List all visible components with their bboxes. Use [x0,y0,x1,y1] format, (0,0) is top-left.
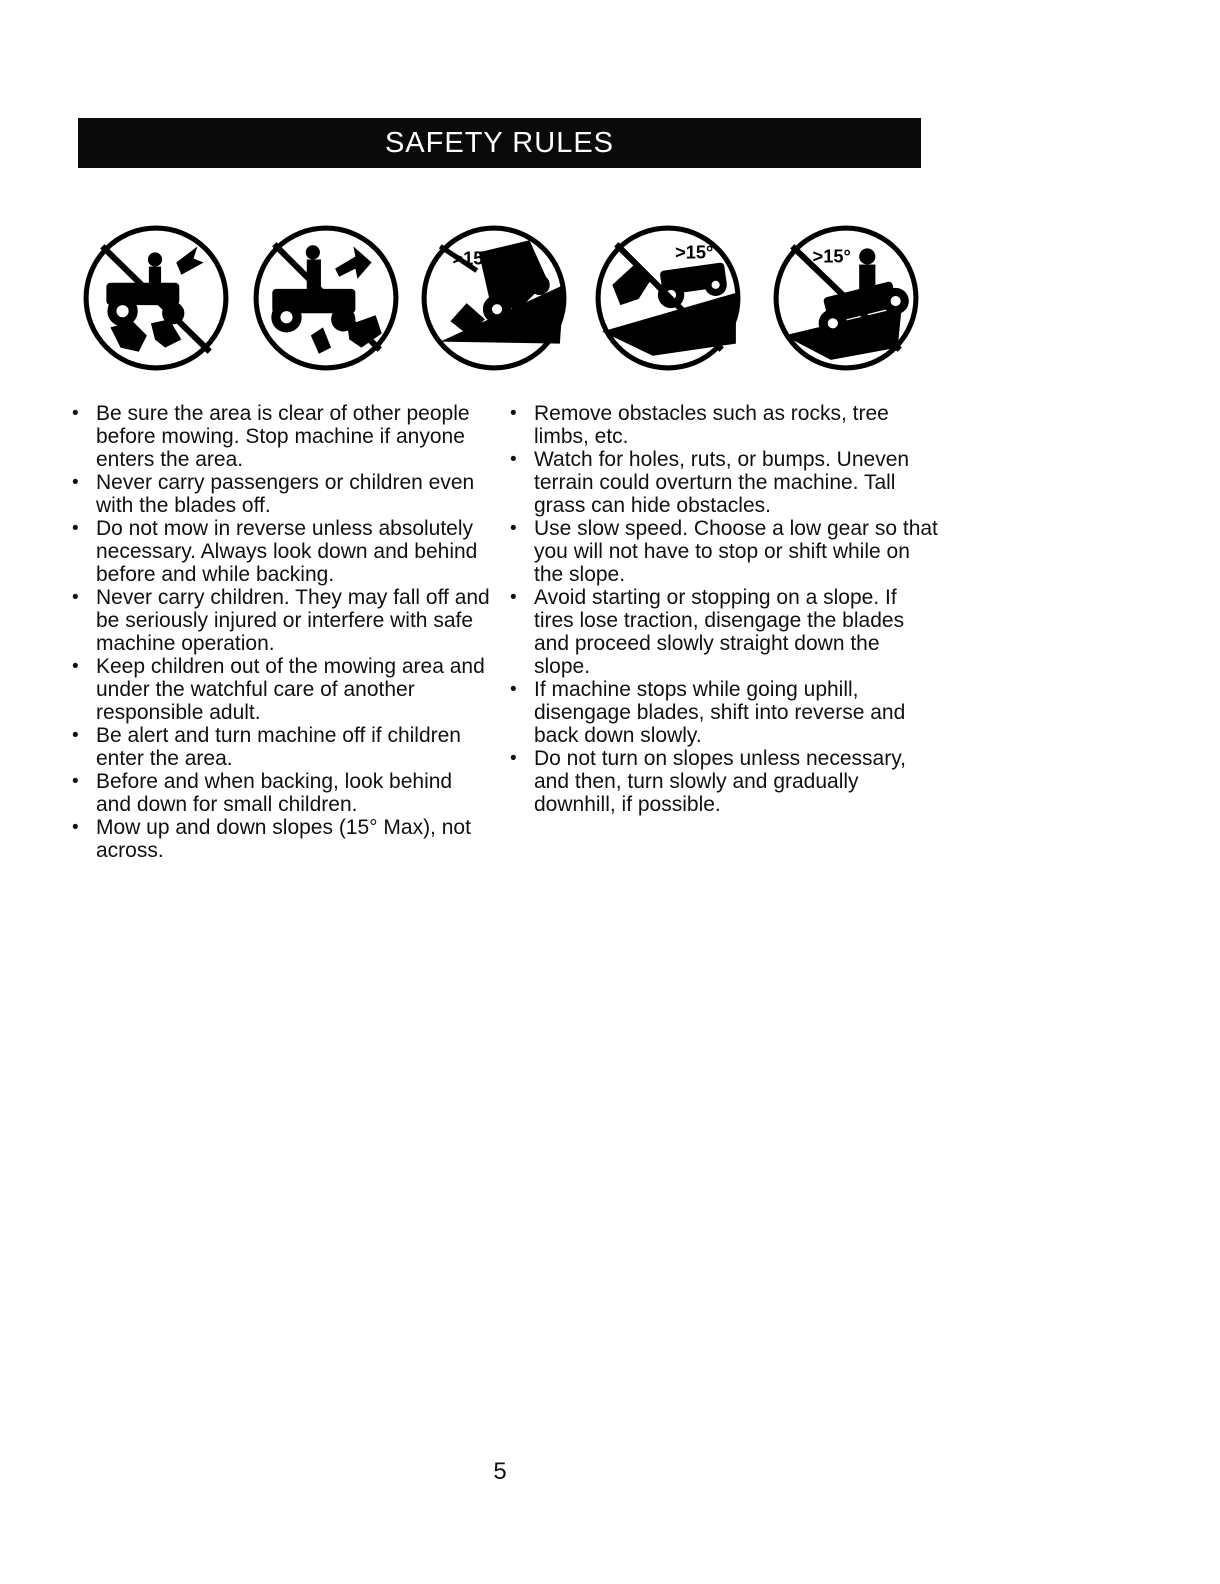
max-slope-15-icon [418,222,570,374]
no-tipping-slope-icon [770,222,922,374]
list-item: • If machine stops while going uphill, disengage blades, shift into reverse and back down slowly. [510,678,940,747]
slope-label: >15° [812,245,851,267]
rules-list-left [72,402,492,862]
safety-icons-row [0,222,1220,382]
list-item: • Do not mow in reverse unless absolutely necessary. Always look down and behind before and while backing. [72,517,492,586]
list-item: • Be alert and turn machine off if children enter the area. [72,724,492,770]
no-steep-slope-icon [592,222,744,374]
left-rules-column [72,402,492,862]
right-rules-column [510,402,940,816]
list-item: • Watch for holes, ruts, or bumps. Uneven terrain could overturn the machine. Tall grass can hide obstacles. [510,448,940,517]
rules-list-right [510,402,940,816]
no-bystanders-icon [80,222,232,374]
section-header [78,118,921,168]
list-item: • Never carry children. They may fall off and be seriously injured or interfere with safe machine operation. [72,586,492,655]
list-item: • Never carry passengers or children even with the blades off. [72,471,492,517]
list-item: • Keep children out of the mowing area and under the watchful care of another responsible adult. [72,655,492,724]
page-number: 5 [493,1458,507,1485]
list-item: • Mow up and down slopes (15° Max), not across. [72,816,492,862]
list-item: • Remove obstacles such as rocks, tree limbs, etc. [510,402,940,448]
list-item: • Before and when backing, look behind and down for small children. [72,770,492,816]
section-title: SAFETY RULES [384,126,615,159]
list-item: • Avoid starting or stopping on a slope. If tires lose traction, disengage the blades and proceed slowly straight down the slope. [510,586,940,678]
list-item: • Use slow speed. Choose a low gear so that you will not have to stop or shift while on the slope. [510,517,940,586]
slope-label: >15° [675,241,714,263]
list-item: • Be sure the area is clear of other people before mowing. Stop machine if anyone enters the area. [72,402,492,471]
no-passengers-icon [250,222,402,374]
slope-label: >15° [452,247,491,269]
list-item: • Do not turn on slopes unless necessary, and then, turn slowly and gradually downhill, if possible. [510,747,940,816]
